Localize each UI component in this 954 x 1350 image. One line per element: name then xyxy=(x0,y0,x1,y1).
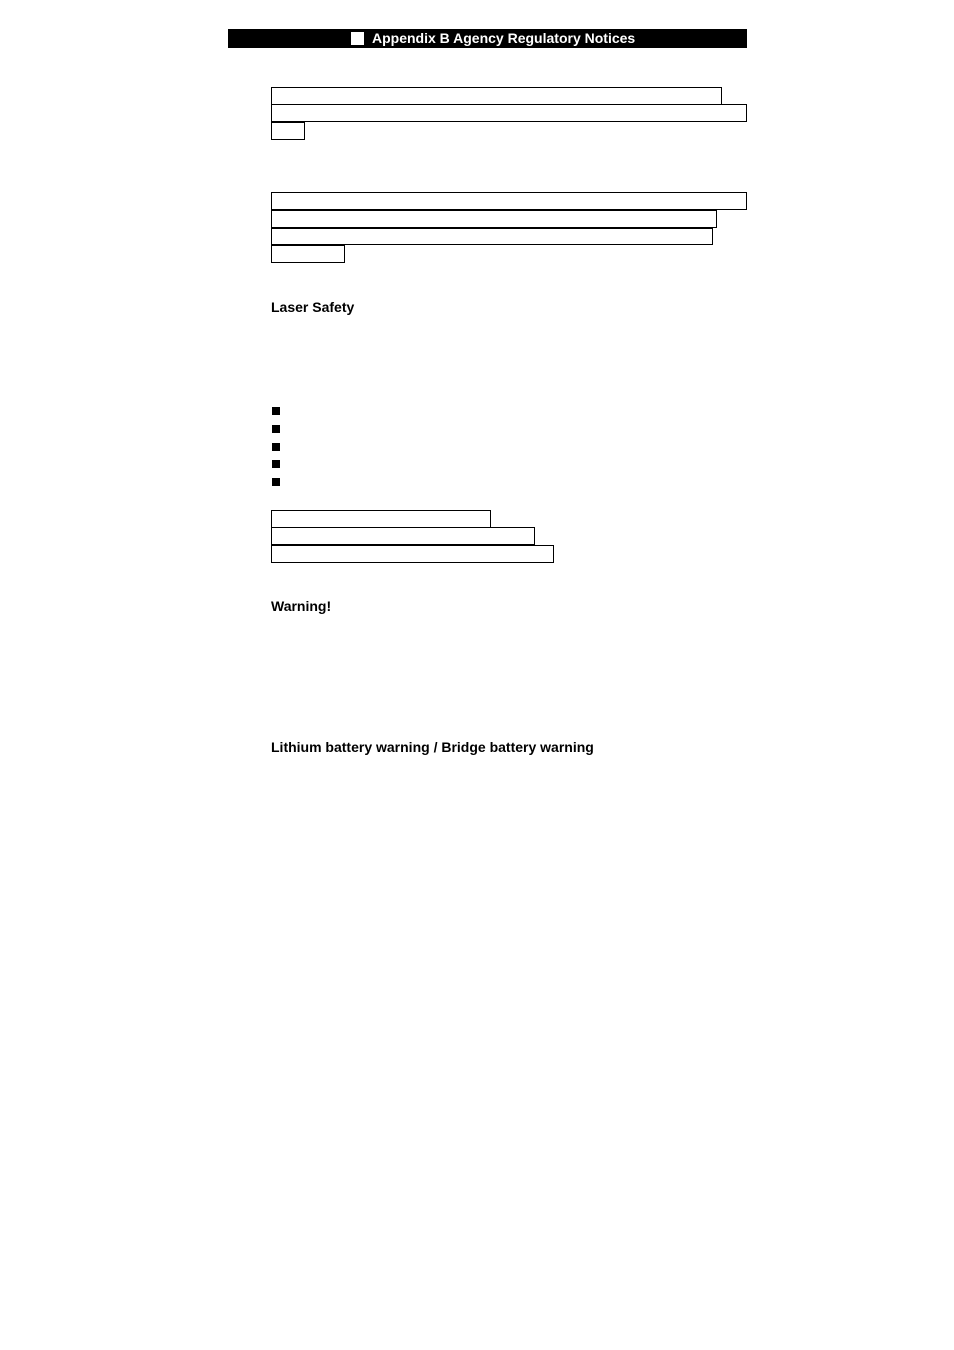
black-square-bullet-icon xyxy=(272,443,280,451)
black-square-bullet-icon xyxy=(272,407,280,415)
white-square-icon xyxy=(351,32,364,45)
section-heading-laser-safety: Laser Safety xyxy=(271,299,355,315)
text-line-box xyxy=(271,104,747,122)
page-header-bar xyxy=(228,29,747,48)
text-line-box xyxy=(271,245,345,263)
text-line-box xyxy=(271,545,554,563)
text-line-box xyxy=(271,210,717,228)
text-line-box xyxy=(271,192,747,210)
text-line-box xyxy=(271,228,713,245)
text-line-box xyxy=(271,87,722,105)
text-line-box xyxy=(271,510,491,528)
black-square-bullet-icon xyxy=(272,478,280,486)
page-header-title: Appendix B Agency Regulatory Notices xyxy=(372,30,636,46)
black-square-bullet-icon xyxy=(272,460,280,468)
black-square-bullet-icon xyxy=(272,425,280,433)
text-line-box xyxy=(271,527,535,545)
text-line-box xyxy=(271,122,305,140)
section-heading-lithium-battery: Lithium battery warning / Bridge battery warning xyxy=(271,739,594,755)
section-heading-warning: Warning! xyxy=(271,598,332,614)
